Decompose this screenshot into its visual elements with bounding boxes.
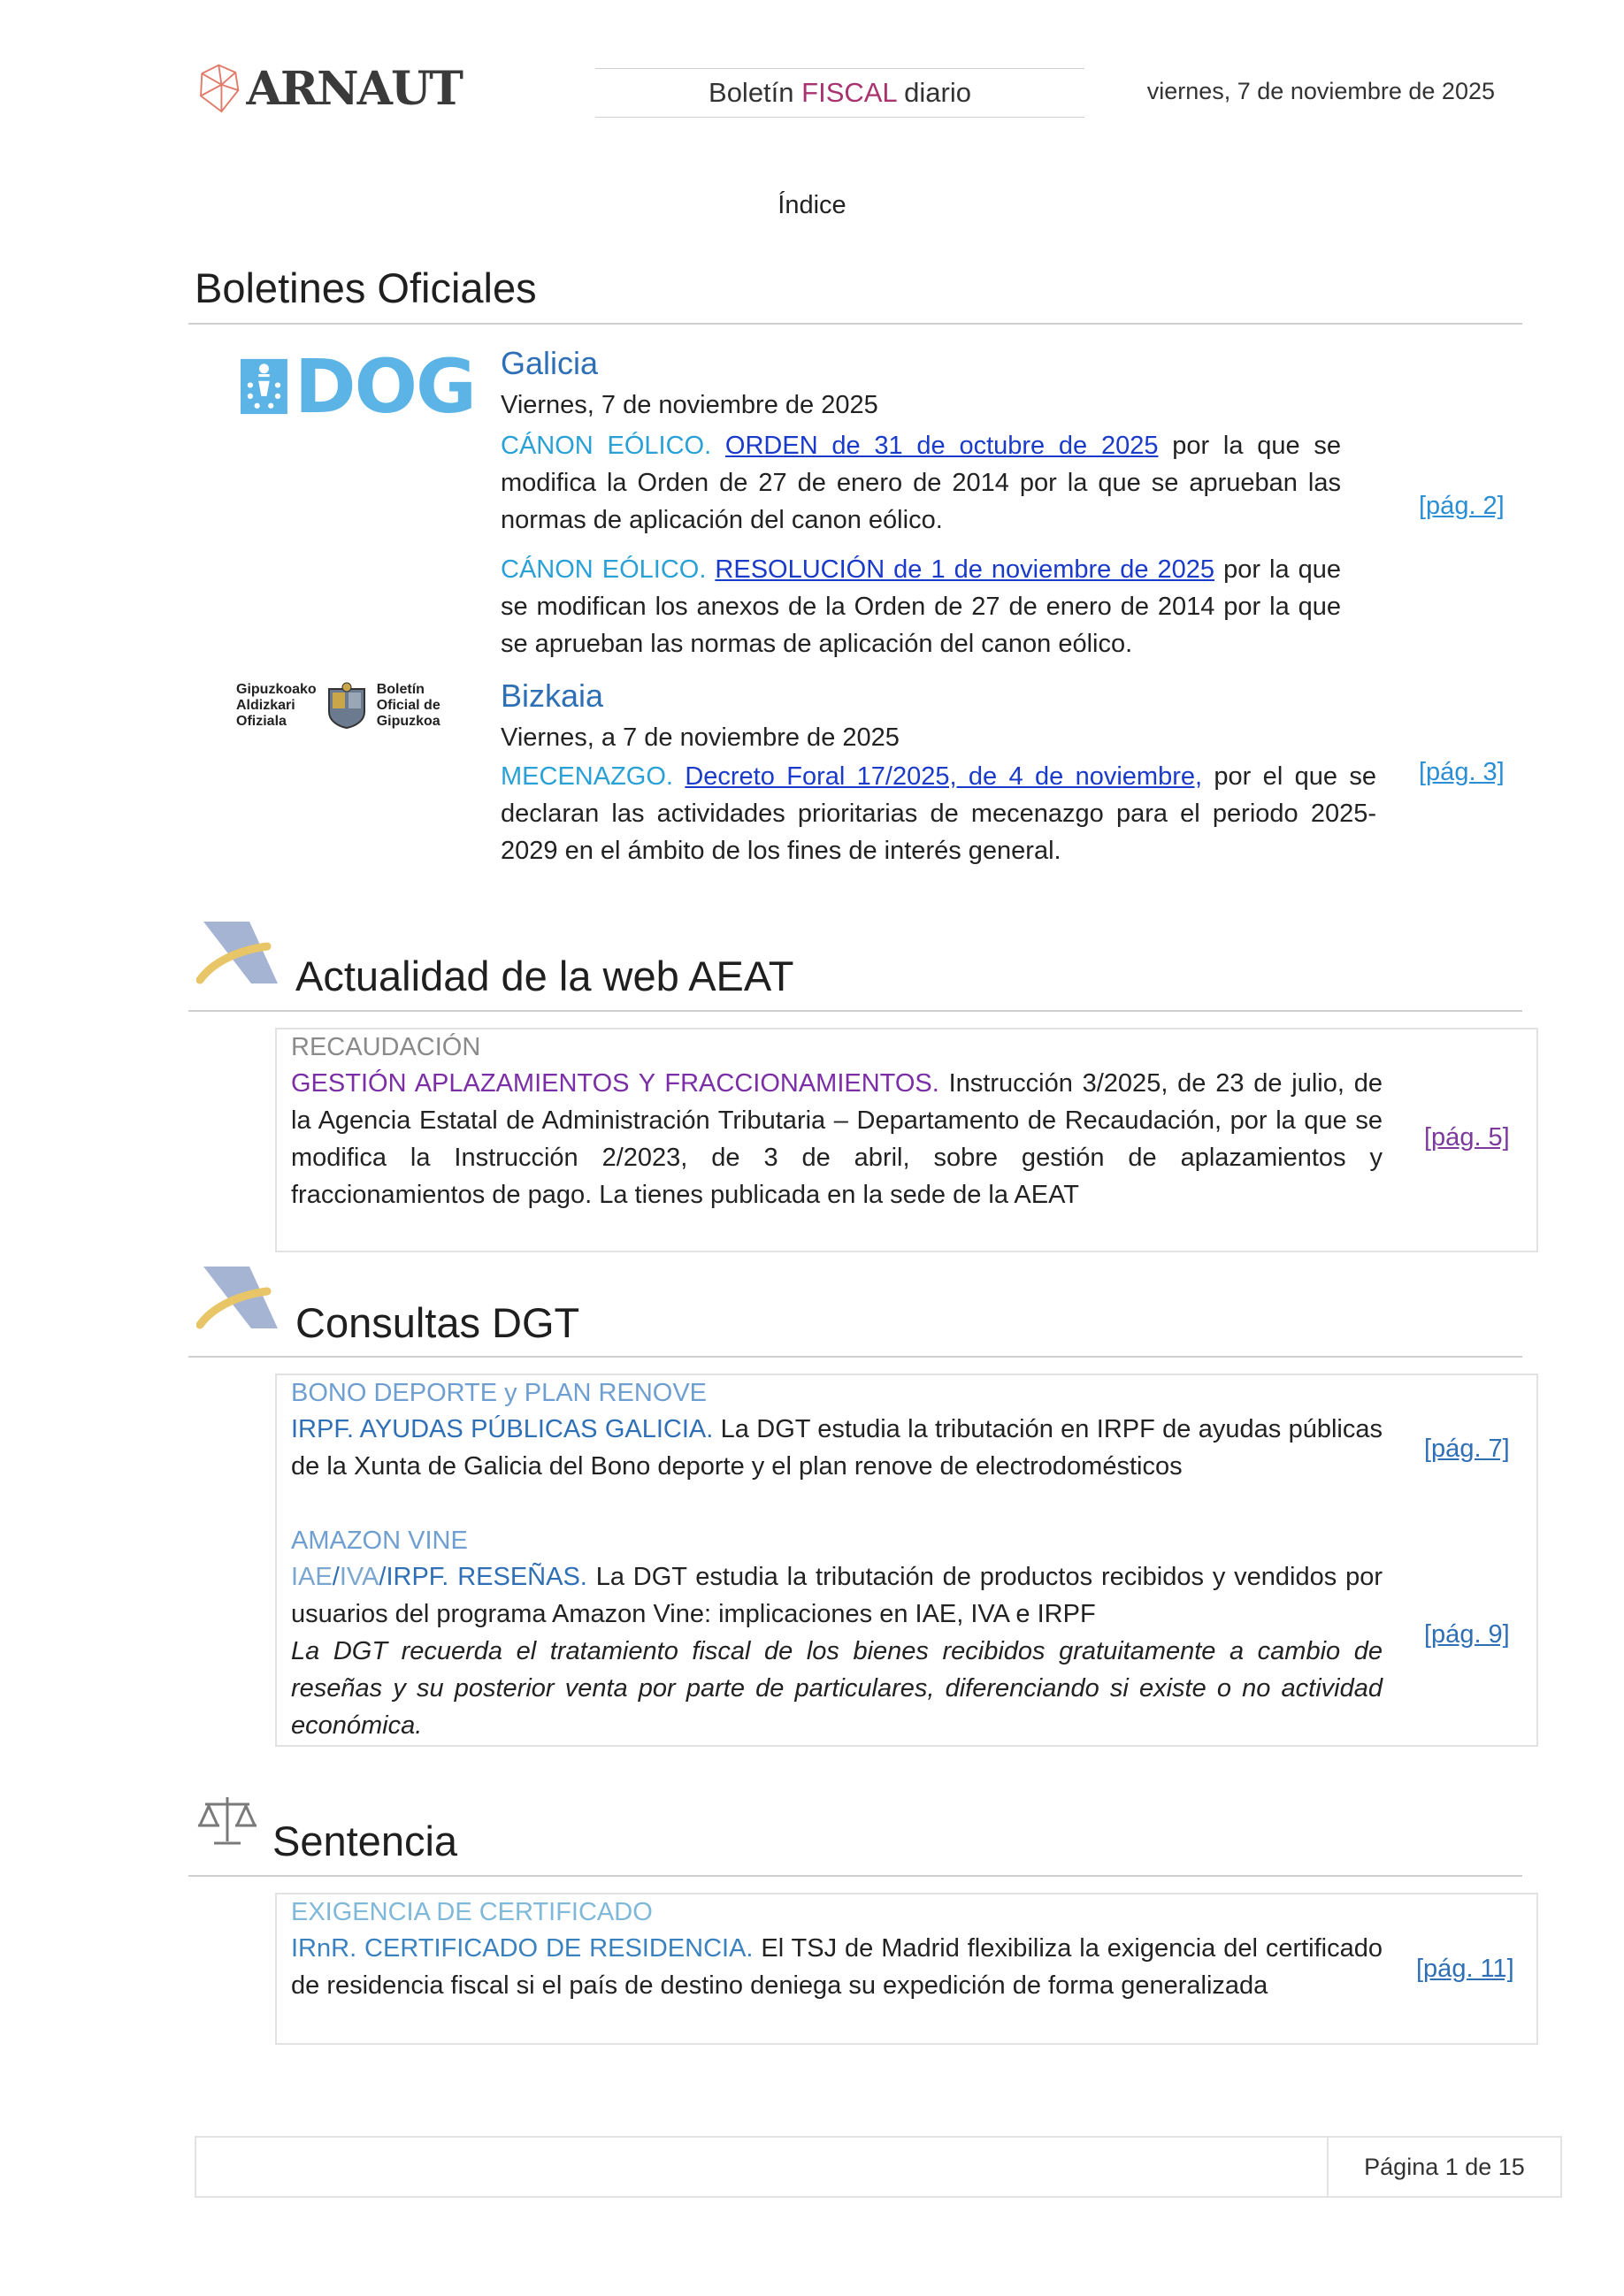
sentencia-item: IRnR. CERTIFICADO DE RESIDENCIA. El TSJ de Madrid flexibiliza la exigencia del certificado de residencia fiscal si el país de destino deniega su expedición de forma generalizada [291,1934,1383,2000]
page-link-11[interactable]: [pág. 11] [1416,1955,1514,1983]
header-date: viernes, 7 de noviembre de 2025 [1146,78,1495,104]
dgt-item-1: IRPF. AYUDAS PÚBLICAS GALICIA. La DGT estudia la tributación en IRPF de ayudas públicas de la Xunta de Galicia del Bono deporte y el plan renove de electrodomésticos [291,1415,1383,1481]
dog-logo [241,343,475,430]
bulletin-title: Boletín FISCAL diario [595,68,1084,118]
section-rule [188,1010,1522,1012]
scales-of-justice-icon [196,1790,258,1852]
gipuzkoa-logo: Gipuzkoako Aldizkari Ofiziala Boletín Oficial de Gipuzkoa [236,682,440,729]
dgt-item-2: IAE/IVA/IRPF. RESEÑAS. La DGT estudia la tributación de productos recibidos y vendidos por usuarios del programa Amazon Vine: implicaciones en IAE, IVA e IRPF [291,1563,1383,1628]
section-heading-aeat: Actualidad de la web AEAT [295,953,794,999]
index-title: Índice [778,191,846,219]
section-rule [188,1356,1522,1358]
section-heading-dgt: Consultas DGT [295,1299,580,1346]
section-rule [188,323,1522,325]
bizkaia-item: MECENAZGO. Decreto Foral 17/2025, de 4 de noviembre, por el que se declaran las actividades prioritarias de mecenazgo para el periodo 2025-2029 en el ámbito de los fines de interés general. [501,762,1376,865]
dog-logo-text: DOG [294,343,475,430]
section-heading-boletines: Boletines Oficiales [195,264,537,311]
page-link-5[interactable]: [pág. 5] [1424,1123,1510,1152]
resolucion-link[interactable]: RESOLUCIÓN de 1 de noviembre de 2025 [715,555,1215,584]
region-bizkaia: Bizkaia [501,677,604,714]
page-footer [195,2136,1562,2198]
aeat-logo-icon [196,911,285,991]
page-link-2[interactable]: [pág. 2] [1419,492,1505,520]
arnaut-logo [196,44,462,133]
region-galicia: Galicia [501,345,599,381]
galicia-shield-icon [241,351,287,422]
page-number: Página 1 de 15 [1327,2138,1560,2196]
page-link-3[interactable]: [pág. 3] [1419,758,1505,786]
orden-link[interactable]: ORDEN de 31 de octubre de 2025 [724,432,1159,460]
bizkaia-date: Viernes, a 7 de noviembre de 2025 [501,723,900,752]
logo-text: ARNAUT [246,61,462,116]
dgt-item1-label: BONO DEPORTE y PLAN RENOVE [291,1379,708,1407]
aeat-item: GESTIÓN APLAZAMIENTOS Y FRACCIONAMIENTOS. Instrucción 3/2025, de 23 de julio, de la Agencia Estatal de Administración Tributaria – Departamento de Recaudación, por la que se modifica la Instrucción 2/2023, de 3 de abril, sobre gestión de aplazamientos y fraccionamientos de pago. La tienes publicada en la sede de la AEAT [291,1069,1383,1209]
aeat-logo-icon [196,1256,285,1336]
page-link-7[interactable]: [pág. 7] [1424,1435,1510,1463]
dgt-item-2-summary: La DGT recuerda el tratamiento fiscal de los bienes recibidos gratuitamente a cambio de reseñas y su posterior venta por parte de particulares, diferenciando si existe o no actividad económica. [291,1637,1383,1740]
decreto-link[interactable]: Decreto Foral 17/2025, de 4 de noviembre, [685,762,1203,791]
section-heading-sentencia: Sentencia [272,1818,458,1864]
page-link-9[interactable]: [pág. 9] [1424,1620,1510,1649]
dgt-item2-label: AMAZON VINE [291,1527,468,1555]
gem-icon [196,47,241,131]
sentencia-label: EXIGENCIA DE CERTIFICADO [291,1898,653,1926]
galicia-date: Viernes, 7 de noviembre de 2025 [501,391,878,419]
section-rule [188,1875,1522,1877]
galicia-item-1: CÁNON EÓLICO. ORDEN de 31 de octubre de 2025 por la que se modifica la Orden de 27 de enero de 2014 por la que se aprueban las normas de aplicación del canon eólico. [501,432,1342,534]
galicia-item-2: CÁNON EÓLICO. RESOLUCIÓN de 1 de noviembre de 2025 por la que se modifican los anexos de la Orden de 27 de enero de 2014 por la que se aprueban las normas de aplicación del canon eólico. [501,555,1341,658]
gipuzkoa-coat-of-arms-icon [324,682,370,730]
aeat-label: RECAUDACIÓN [291,1033,481,1061]
